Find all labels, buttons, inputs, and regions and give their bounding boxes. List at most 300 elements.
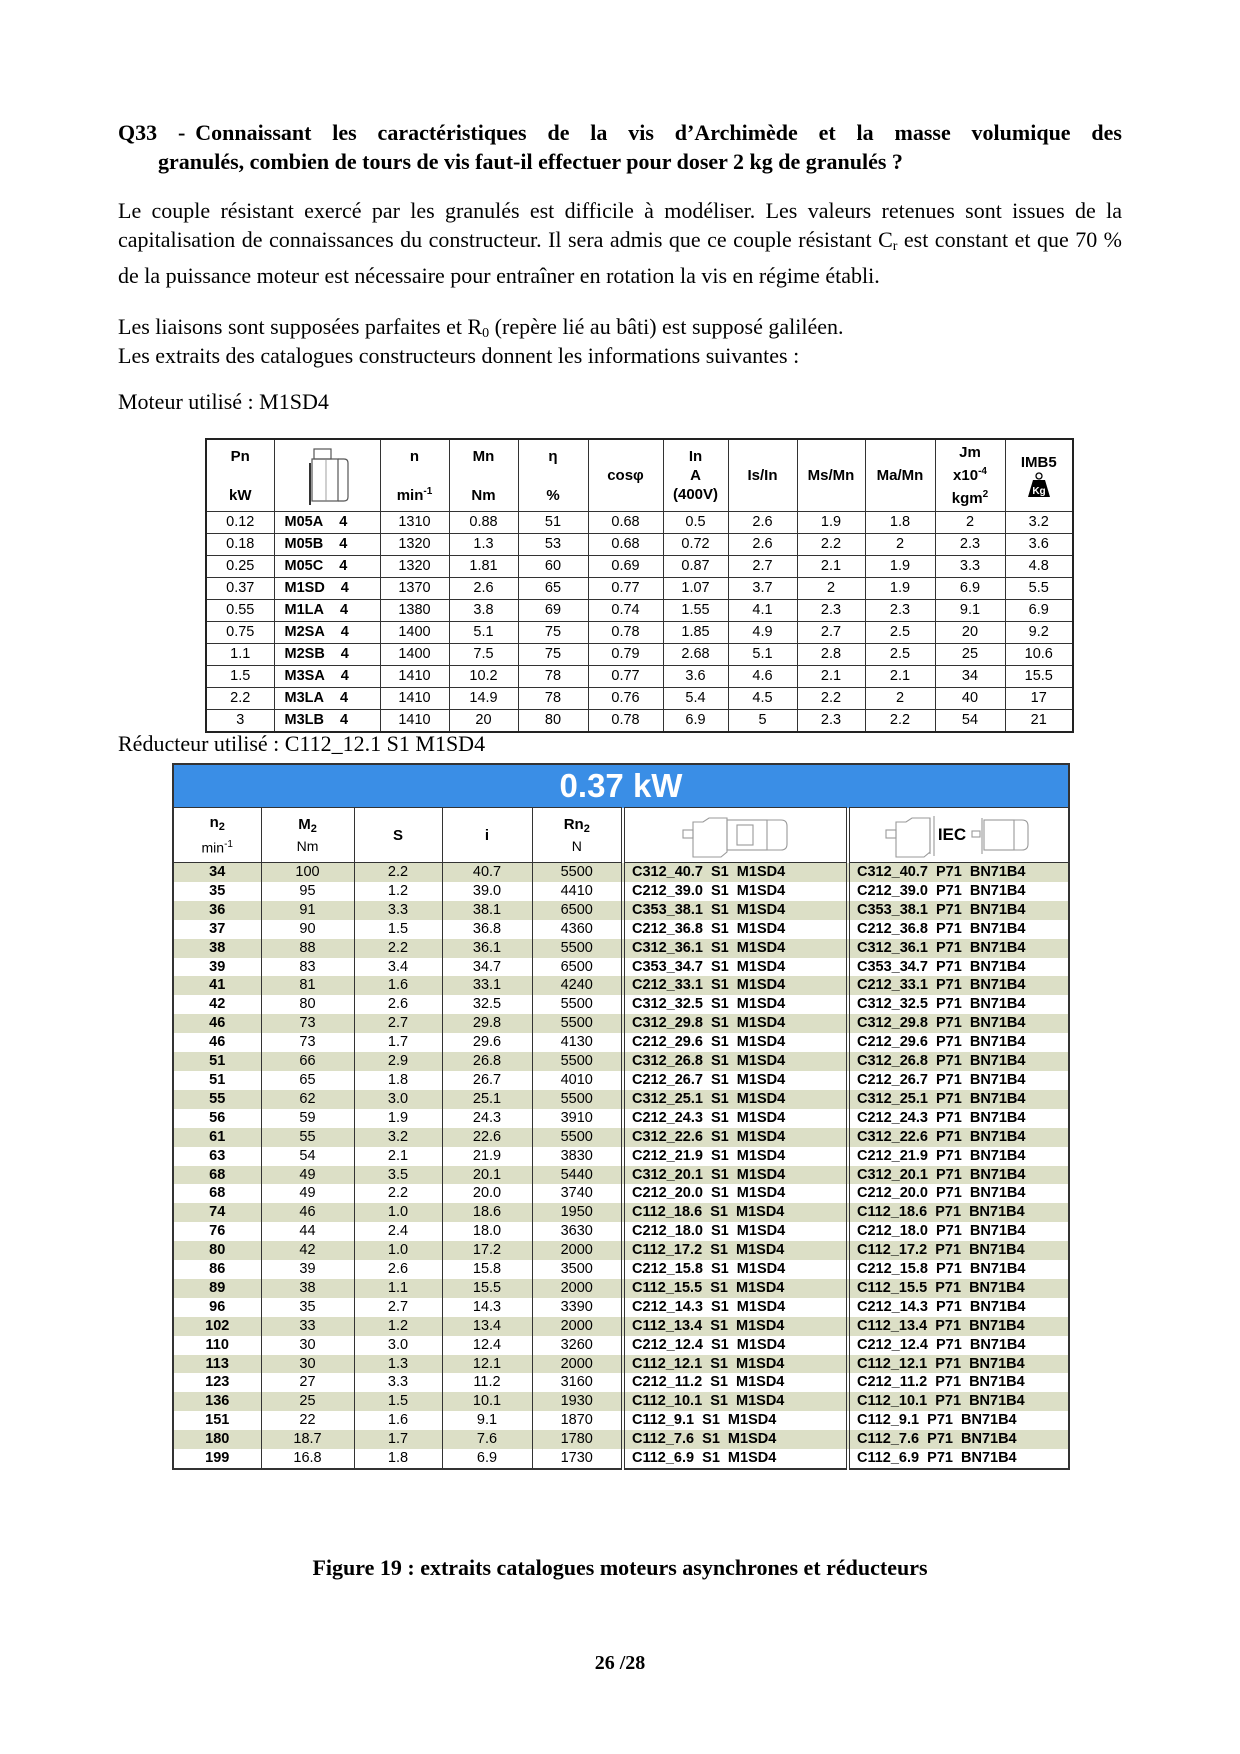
reducer-ref2-cell: C112_15.5 P71 BN71B4 — [848, 1279, 1069, 1298]
reducer-s-cell: 2.2 — [354, 863, 442, 882]
motor-eta-cell: 65 — [518, 578, 588, 600]
reducer-s-cell: 2.2 — [354, 1184, 442, 1203]
reducer-m2-cell: 65 — [261, 1071, 354, 1090]
reducer-ref2-cell: C212_36.8 P71 BN71B4 — [848, 920, 1069, 939]
reducer-i-cell: 12.4 — [442, 1336, 532, 1355]
reducer-row — [173, 1430, 1069, 1449]
reducer-rn2-cell: 2000 — [532, 1279, 623, 1298]
reducer-i-cell: 39.0 — [442, 882, 532, 901]
reducer-m2-cell: 46 — [261, 1203, 354, 1222]
motor-is-cell: 2.6 — [728, 512, 797, 534]
liaisons-sentence: Les liaisons sont supposées parfaites et $R_0$ (repère lié au bâti) est supposé galiléen. — [118, 314, 844, 341]
reducer-m2-cell: 83 — [261, 958, 354, 977]
reducer-s-cell: 1.7 — [354, 1033, 442, 1052]
reducer-rn2-cell: 5500 — [532, 995, 623, 1014]
motor-pn-cell: 3 — [206, 710, 274, 733]
motor-imb-cell: 6.9 — [1005, 600, 1073, 622]
motor-row — [206, 578, 1073, 600]
reducer-n2-cell: 51 — [173, 1052, 261, 1071]
reducer-m2-cell: 62 — [261, 1090, 354, 1109]
motor-is-cell: 2.6 — [728, 534, 797, 556]
motor-code-cell: M1LA 4 — [274, 600, 380, 622]
reducer-s-cell: 2.4 — [354, 1222, 442, 1241]
motor-mn-cell: 10.2 — [449, 666, 518, 688]
reducer-ref1-cell: C312_25.1 S1 M1SD4 — [623, 1090, 848, 1109]
motor-row — [206, 666, 1073, 688]
motor-ms-cell: 1.9 — [797, 512, 865, 534]
motor-cos-cell: 0.79 — [588, 644, 663, 666]
reducer-ref1-cell: C212_36.8 S1 M1SD4 — [623, 920, 848, 939]
reducer-s-cell: 3.0 — [354, 1336, 442, 1355]
motor-code-cell: M3SA 4 — [274, 666, 380, 688]
reducer-i-cell: 33.1 — [442, 976, 532, 995]
motor-ms-cell: 2 — [797, 578, 865, 600]
reducer-n2-cell: 36 — [173, 901, 261, 920]
reducer-row — [173, 1014, 1069, 1033]
motor-in-cell: 0.72 — [663, 534, 728, 556]
motor-pn-cell: 0.25 — [206, 556, 274, 578]
reducer-i-cell: 20.0 — [442, 1184, 532, 1203]
reducer-n2-cell: 38 — [173, 939, 261, 958]
reducer-m2-cell: 91 — [261, 901, 354, 920]
reducer-rn2-cell: 6500 — [532, 958, 623, 977]
motor-n-cell: 1320 — [380, 534, 449, 556]
reducer-n2-cell: 34 — [173, 863, 261, 882]
col-n2: $n_2$ $\min^{-1}$ — [173, 808, 261, 863]
motor-is-cell: 4.5 — [728, 688, 797, 710]
motor-row — [206, 644, 1073, 666]
reducer-rn2-cell: 4130 — [532, 1033, 623, 1052]
reducer-rn2-cell: 3630 — [532, 1222, 623, 1241]
reducer-row — [173, 1203, 1069, 1222]
reducer-s-cell: 3.0 — [354, 1090, 442, 1109]
motor-code-cell: M05A 4 — [274, 512, 380, 534]
reducer-i-cell: 29.8 — [442, 1014, 532, 1033]
motor-imb-cell: 15.5 — [1005, 666, 1073, 688]
reducer-row — [173, 1090, 1069, 1109]
reducer-s-cell: 3.5 — [354, 1166, 442, 1185]
reducer-ref1-cell: C112_10.1 S1 M1SD4 — [623, 1392, 848, 1411]
motor-row — [206, 556, 1073, 578]
reducer-ref1-cell: C312_36.1 S1 M1SD4 — [623, 939, 848, 958]
motor-ma-cell: 2.5 — [865, 622, 935, 644]
reducer-n2-cell: 42 — [173, 995, 261, 1014]
reducer-s-cell: 3.2 — [354, 1128, 442, 1147]
col-s: S — [354, 808, 442, 863]
reducer-row — [173, 1109, 1069, 1128]
reducer-rn2-cell: 5500 — [532, 1128, 623, 1147]
motor-pn-cell: 2.2 — [206, 688, 274, 710]
reducer-i-cell: 12.1 — [442, 1355, 532, 1374]
reducer-m2-cell: 54 — [261, 1147, 354, 1166]
motor-ma-cell: 2 — [865, 534, 935, 556]
col-n: n $\min^{-1}$ — [380, 439, 449, 512]
reducer-i-cell: 25.1 — [442, 1090, 532, 1109]
motor-in-cell: 5.4 — [663, 688, 728, 710]
reducer-ref1-cell: C212_15.8 S1 M1SD4 — [623, 1260, 848, 1279]
reducer-s-cell: 1.7 — [354, 1430, 442, 1449]
reducer-row — [173, 1147, 1069, 1166]
reducer-ref2-cell: C312_32.5 P71 BN71B4 — [848, 995, 1069, 1014]
power-band: 0.37 kW — [173, 764, 1069, 808]
reducer-i-cell: 13.4 — [442, 1317, 532, 1336]
reducer-rn2-cell: 1950 — [532, 1203, 623, 1222]
reducer-ref1-cell: C353_34.7 S1 M1SD4 — [623, 958, 848, 977]
motor-eta-cell: 53 — [518, 534, 588, 556]
reducer-s-cell: 2.2 — [354, 939, 442, 958]
motor-ms-cell: 2.1 — [797, 666, 865, 688]
col-cosphi: cosφ — [588, 439, 663, 512]
reducer-rn2-cell: 3160 — [532, 1373, 623, 1392]
reducer-row — [173, 1241, 1069, 1260]
reducer-m2-cell: 95 — [261, 882, 354, 901]
reducer-n2-cell: 151 — [173, 1411, 261, 1430]
reducer-row — [173, 1298, 1069, 1317]
reducer-i-cell: 9.1 — [442, 1411, 532, 1430]
reducer-m2-cell: 30 — [261, 1336, 354, 1355]
motor-eta-cell: 60 — [518, 556, 588, 578]
motor-jm-cell: 25 — [935, 644, 1005, 666]
reducer-s-cell: 1.6 — [354, 976, 442, 995]
reducer-s-cell: 1.6 — [354, 1411, 442, 1430]
reducer-ref1-cell: C312_22.6 S1 M1SD4 — [623, 1128, 848, 1147]
motor-eta-cell: 80 — [518, 710, 588, 733]
reducer-n2-cell: 68 — [173, 1166, 261, 1185]
motor-ma-cell: 2 — [865, 688, 935, 710]
motor-imb-cell: 4.8 — [1005, 556, 1073, 578]
reducer-i-cell: 38.1 — [442, 901, 532, 920]
col-motor-type — [274, 439, 380, 512]
reducer-ref1-cell: C212_18.0 S1 M1SD4 — [623, 1222, 848, 1241]
reducer-ref2-cell: C112_6.9 P71 BN71B4 — [848, 1449, 1069, 1469]
motor-imb-cell: 3.2 — [1005, 512, 1073, 534]
reducer-ref2-cell: C212_21.9 P71 BN71B4 — [848, 1147, 1069, 1166]
reducer-rn2-cell: 5500 — [532, 1014, 623, 1033]
extraits-sentence: Les extraits des catalogues constructeurs donnent les informations suivantes : — [118, 343, 800, 368]
reducer-m2-cell: 27 — [261, 1373, 354, 1392]
reducer-ref2-cell: C212_11.2 P71 BN71B4 — [848, 1373, 1069, 1392]
motor-code-cell: M3LA 4 — [274, 688, 380, 710]
reducer-rn2-cell: 3390 — [532, 1298, 623, 1317]
reducer-m2-cell: 16.8 — [261, 1449, 354, 1469]
motor-jm-cell: 2 — [935, 512, 1005, 534]
figure-caption: Figure 19 : extraits catalogues moteurs asynchrones et réducteurs — [312, 1555, 928, 1580]
reducer-row — [173, 920, 1069, 939]
reducer-n2-cell: 35 — [173, 882, 261, 901]
reducer-rn2-cell: 3830 — [532, 1147, 623, 1166]
reducer-rn2-cell: 6500 — [532, 901, 623, 920]
motor-ma-cell: 1.8 — [865, 512, 935, 534]
reducer-row — [173, 939, 1069, 958]
reducer-m2-cell: 81 — [261, 976, 354, 995]
motor-cos-cell: 0.76 — [588, 688, 663, 710]
reducer-i-cell: 36.1 — [442, 939, 532, 958]
reducer-n2-cell: 39 — [173, 958, 261, 977]
reducer-row — [173, 1052, 1069, 1071]
reducer-rn2-cell: 5440 — [532, 1166, 623, 1185]
reducer-n2-cell: 46 — [173, 1014, 261, 1033]
motor-cos-cell: 0.69 — [588, 556, 663, 578]
reducer-row — [173, 1279, 1069, 1298]
motor-ms-cell: 2.2 — [797, 534, 865, 556]
reducer-s-cell: 2.6 — [354, 1260, 442, 1279]
motor-is-cell: 2.7 — [728, 556, 797, 578]
motor-imb-cell: 17 — [1005, 688, 1073, 710]
motor-pn-cell: 0.37 — [206, 578, 274, 600]
col-gearmotor-ref — [623, 808, 848, 863]
reducer-ref2-cell: C312_26.8 P71 BN71B4 — [848, 1052, 1069, 1071]
motor-n-cell: 1400 — [380, 644, 449, 666]
reducer-rn2-cell: 1870 — [532, 1411, 623, 1430]
reducer-i-cell: 34.7 — [442, 958, 532, 977]
motor-eta-cell: 75 — [518, 622, 588, 644]
reducer-ref1-cell: C312_29.8 S1 M1SD4 — [623, 1014, 848, 1033]
reducer-i-cell: 32.5 — [442, 995, 532, 1014]
reducer-i-cell: 18.0 — [442, 1222, 532, 1241]
reducer-n2-cell: 55 — [173, 1090, 261, 1109]
reducer-ref2-cell: C112_10.1 P71 BN71B4 — [848, 1392, 1069, 1411]
reducer-row — [173, 882, 1069, 901]
motor-jm-cell: 20 — [935, 622, 1005, 644]
motor-n-cell: 1400 — [380, 622, 449, 644]
reducer-ref1-cell: C212_11.2 S1 M1SD4 — [623, 1373, 848, 1392]
reducer-n2-cell: 89 — [173, 1279, 261, 1298]
reducer-rn2-cell: 4240 — [532, 976, 623, 995]
motor-jm-cell: 40 — [935, 688, 1005, 710]
reducer-n2-cell: 76 — [173, 1222, 261, 1241]
motor-header-row — [206, 439, 1073, 512]
reducer-n2-cell: 102 — [173, 1317, 261, 1336]
reducer-ref2-cell: C312_20.1 P71 BN71B4 — [848, 1166, 1069, 1185]
reducer-ref1-cell: C312_40.7 S1 M1SD4 — [623, 863, 848, 882]
motor-pn-cell: 0.55 — [206, 600, 274, 622]
reducer-row — [173, 995, 1069, 1014]
reducer-rn2-cell: 3910 — [532, 1109, 623, 1128]
reducer-ref1-cell: C212_26.7 S1 M1SD4 — [623, 1071, 848, 1090]
reducer-m2-cell: 25 — [261, 1392, 354, 1411]
reducer-n2-cell: 61 — [173, 1128, 261, 1147]
reducer-i-cell: 20.1 — [442, 1166, 532, 1185]
motor-eta-cell: 78 — [518, 688, 588, 710]
reducer-ref2-cell: C212_14.3 P71 BN71B4 — [848, 1298, 1069, 1317]
reducer-ref2-cell: C212_18.0 P71 BN71B4 — [848, 1222, 1069, 1241]
motor-ms-cell: 2.7 — [797, 622, 865, 644]
reducer-ref1-cell: C112_13.4 S1 M1SD4 — [623, 1317, 848, 1336]
motor-code-cell: M1SD 4 — [274, 578, 380, 600]
motor-is-cell: 5 — [728, 710, 797, 733]
reducer-n2-cell: 180 — [173, 1430, 261, 1449]
reducer-catalog-table — [172, 763, 1070, 1470]
motor-mn-cell: 0.88 — [449, 512, 518, 534]
col-mn: Mn Nm — [449, 439, 518, 512]
reducer-row — [173, 1166, 1069, 1185]
reducer-ref1-cell: C212_24.3 S1 M1SD4 — [623, 1109, 848, 1128]
reducer-s-cell: 1.2 — [354, 1317, 442, 1336]
reducer-s-cell: 2.7 — [354, 1014, 442, 1033]
motor-ms-cell: 2.3 — [797, 600, 865, 622]
motor-n-cell: 1380 — [380, 600, 449, 622]
motor-in-cell: 0.87 — [663, 556, 728, 578]
reducer-ref1-cell: C212_20.0 S1 M1SD4 — [623, 1184, 848, 1203]
reducer-n2-cell: 110 — [173, 1336, 261, 1355]
reducer-i-cell: 14.3 — [442, 1298, 532, 1317]
reducer-s-cell: 2.7 — [354, 1298, 442, 1317]
reducer-rn2-cell: 5500 — [532, 1052, 623, 1071]
reducer-i-cell: 18.6 — [442, 1203, 532, 1222]
motor-ma-cell: 2.1 — [865, 666, 935, 688]
motor-ms-cell: 2.3 — [797, 710, 865, 733]
motor-jm-cell: 2.3 — [935, 534, 1005, 556]
reducer-m2-cell: 30 — [261, 1355, 354, 1374]
motor-in-cell: 2.68 — [663, 644, 728, 666]
reducer-ref1-cell: C112_7.6 S1 M1SD4 — [623, 1430, 848, 1449]
reducer-rn2-cell: 4010 — [532, 1071, 623, 1090]
motor-ms-cell: 2.8 — [797, 644, 865, 666]
reducer-s-cell: 1.5 — [354, 1392, 442, 1411]
motor-ma-cell: 2.5 — [865, 644, 935, 666]
reducer-m2-cell: 90 — [261, 920, 354, 939]
motor-n-cell: 1410 — [380, 666, 449, 688]
reducer-rn2-cell: 5500 — [532, 863, 623, 882]
motor-pn-cell: 0.18 — [206, 534, 274, 556]
reducer-n2-cell: 51 — [173, 1071, 261, 1090]
motor-row — [206, 600, 1073, 622]
motor-used-label: Moteur utilisé : M1SD4 — [118, 389, 329, 414]
reducer-ref2-cell: C312_36.1 P71 BN71B4 — [848, 939, 1069, 958]
motor-in-cell: 1.85 — [663, 622, 728, 644]
svg-text:IEC: IEC — [937, 825, 967, 844]
reducer-n2-cell: 56 — [173, 1109, 261, 1128]
reducer-i-cell: 15.5 — [442, 1279, 532, 1298]
page-number: 26 /28 — [594, 1652, 646, 1674]
power-band-row — [173, 764, 1069, 808]
reducer-rn2-cell: 1730 — [532, 1449, 623, 1469]
reducer-s-cell: 3.3 — [354, 901, 442, 920]
motor-is-cell: 3.7 — [728, 578, 797, 600]
reducer-i-cell: 6.9 — [442, 1449, 532, 1469]
reducer-ref2-cell: C212_15.8 P71 BN71B4 — [848, 1260, 1069, 1279]
reducer-m2-cell: 42 — [261, 1241, 354, 1260]
motor-ma-cell: 2.2 — [865, 710, 935, 733]
reducer-s-cell: 2.6 — [354, 995, 442, 1014]
reducer-ref1-cell: C112_6.9 S1 M1SD4 — [623, 1449, 848, 1469]
motor-row — [206, 534, 1073, 556]
reducer-header-row — [173, 808, 1069, 863]
reducer-n2-cell: 86 — [173, 1260, 261, 1279]
reducer-s-cell: 2.9 — [354, 1052, 442, 1071]
reducer-ref1-cell: C212_21.9 S1 M1SD4 — [623, 1147, 848, 1166]
motor-code-cell: M05C 4 — [274, 556, 380, 578]
reducer-n2-cell: 123 — [173, 1373, 261, 1392]
reducer-ref1-cell: C212_39.0 S1 M1SD4 — [623, 882, 848, 901]
reducer-row — [173, 1449, 1069, 1469]
reducer-ref2-cell: C112_13.4 P71 BN71B4 — [848, 1317, 1069, 1336]
motor-n-cell: 1370 — [380, 578, 449, 600]
reducer-row — [173, 1184, 1069, 1203]
motor-is-cell: 5.1 — [728, 644, 797, 666]
reducer-row — [173, 863, 1069, 882]
reducer-s-cell: 1.2 — [354, 882, 442, 901]
motor-code-cell: M2SA 4 — [274, 622, 380, 644]
reducer-row — [173, 976, 1069, 995]
motor-eta-cell: 51 — [518, 512, 588, 534]
reducer-i-cell: 10.1 — [442, 1392, 532, 1411]
motor-mn-cell: 20 — [449, 710, 518, 733]
reducer-rn2-cell: 5500 — [532, 939, 623, 958]
reducer-ref2-cell: C112_18.6 P71 BN71B4 — [848, 1203, 1069, 1222]
motor-is-cell: 4.1 — [728, 600, 797, 622]
motor-n-cell: 1410 — [380, 688, 449, 710]
reducer-i-cell: 26.7 — [442, 1071, 532, 1090]
question-line-2: granulés, combien de tours de vis faut-il effectuer pour doser 2 kg de granulés ? — [158, 149, 903, 174]
motor-jm-cell: 9.1 — [935, 600, 1005, 622]
motor-ms-cell: 2.1 — [797, 556, 865, 578]
motor-imb-cell: 21 — [1005, 710, 1073, 733]
reducer-ref1-cell: C112_17.2 S1 M1SD4 — [623, 1241, 848, 1260]
motor-mn-cell: 7.5 — [449, 644, 518, 666]
reducer-ref2-cell: C112_12.1 P71 BN71B4 — [848, 1355, 1069, 1374]
col-rn2: $Rn_2$ N — [532, 808, 623, 863]
gearmotor-iec-icon — [884, 812, 1034, 858]
col-ms-mn: Ms/Mn — [797, 439, 865, 512]
reducer-s-cell: 1.8 — [354, 1449, 442, 1469]
motor-mn-cell: 1.81 — [449, 556, 518, 578]
reducer-ref1-cell: C312_32.5 S1 M1SD4 — [623, 995, 848, 1014]
reducer-rn2-cell: 2000 — [532, 1241, 623, 1260]
motor-in-cell: 0.5 — [663, 512, 728, 534]
reducer-i-cell: 11.2 — [442, 1373, 532, 1392]
motor-ma-cell: 1.9 — [865, 556, 935, 578]
motor-cos-cell: 0.77 — [588, 666, 663, 688]
reducer-ref2-cell: C212_39.0 P71 BN71B4 — [848, 882, 1069, 901]
reducer-ref1-cell: C353_38.1 S1 M1SD4 — [623, 901, 848, 920]
motor-ma-cell: 2.3 — [865, 600, 935, 622]
motor-n-cell: 1410 — [380, 710, 449, 733]
motor-ma-cell: 1.9 — [865, 578, 935, 600]
reducer-ref2-cell: C212_33.1 P71 BN71B4 — [848, 976, 1069, 995]
reducer-ref2-cell: C212_29.6 P71 BN71B4 — [848, 1033, 1069, 1052]
motor-cos-cell: 0.74 — [588, 600, 663, 622]
reducer-ref2-cell: C212_20.0 P71 BN71B4 — [848, 1184, 1069, 1203]
col-i: i — [442, 808, 532, 863]
reducer-i-cell: 22.6 — [442, 1128, 532, 1147]
reducer-ref2-cell: C112_7.6 P71 BN71B4 — [848, 1430, 1069, 1449]
reducer-m2-cell: 35 — [261, 1298, 354, 1317]
motor-in-cell: 1.07 — [663, 578, 728, 600]
reducer-row — [173, 1222, 1069, 1241]
reducer-m2-cell: 59 — [261, 1109, 354, 1128]
reducer-n2-cell: 63 — [173, 1147, 261, 1166]
reducer-ref2-cell: C212_24.3 P71 BN71B4 — [848, 1109, 1069, 1128]
reducer-ref2-cell: C112_17.2 P71 BN71B4 — [848, 1241, 1069, 1260]
reducer-rn2-cell: 4410 — [532, 882, 623, 901]
reducer-rn2-cell: 3260 — [532, 1336, 623, 1355]
reducer-rn2-cell: 1930 — [532, 1392, 623, 1411]
motor-cos-cell: 0.68 — [588, 512, 663, 534]
motor-jm-cell: 54 — [935, 710, 1005, 733]
reducer-row — [173, 1128, 1069, 1147]
reducer-rn2-cell: 3500 — [532, 1260, 623, 1279]
reducer-s-cell: 3.4 — [354, 958, 442, 977]
reducer-row — [173, 901, 1069, 920]
reducer-n2-cell: 199 — [173, 1449, 261, 1469]
col-eta: η % — [518, 439, 588, 512]
motor-pn-cell: 1.1 — [206, 644, 274, 666]
motor-ms-cell: 2.2 — [797, 688, 865, 710]
reducer-i-cell: 29.6 — [442, 1033, 532, 1052]
reducer-row — [173, 1373, 1069, 1392]
question-line-1: Q33 - Connaissant les caractéristiques de la vis d’Archimède et la masse volumique des — [118, 120, 1122, 145]
